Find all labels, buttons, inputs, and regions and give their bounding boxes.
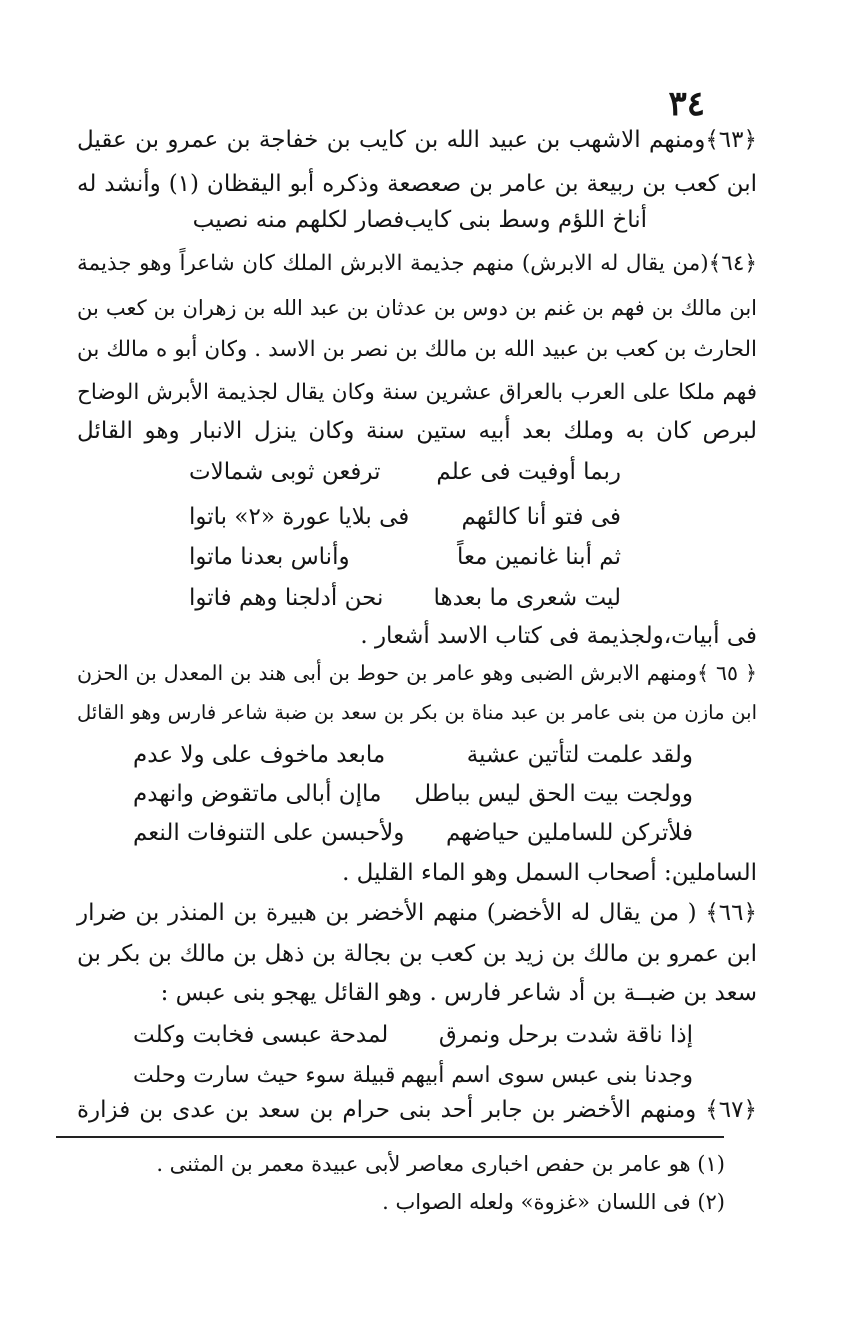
verse-line [133,813,693,853]
verse-first-hemistich: فى فتو أنا كالئهم [461,504,621,530]
verse-line [189,497,621,537]
verse-first-hemistich: أناخ اللؤم وسط بنى كايب [404,207,647,233]
text-line: ﴿٦٦﴾ ( من يقال له الأخضر) منهم الأخضر بن هبيرة بن المنذر بن ضرار [77,900,757,926]
text-line: ﴿٦٧﴾ ومنهم الأخضر بن جابر أحد بنى حرام بن سعد بن عدى بن فزارة [77,1097,757,1123]
verse-first-hemistich: ولقد علمت لتأتين عشية [466,742,693,768]
text-line: فهم ملكا على العرب بالعراق عشرين سنة وكان يقال لجذيمة الأبرش الوضاح [77,380,757,405]
text-line: ابن مازن من بنى عامر بن عبد مناة بن بكر بن سعد بن ضبة شاعر فارس وهو القائل [77,701,757,724]
verse-first-hemistich: وجدنا بنى عبس سوى اسم أبيهم [400,1063,693,1088]
text-line: الساملين: أصحاب السمل وهو الماء القليل . [342,860,757,886]
verse-first-hemistich: ربما أوفيت فى علم [436,459,621,485]
text-line: لبرص كان به وملك بعد أبيه ستين سنة وكان ينزل الانبار وهو القائل [77,418,757,444]
verse-first-hemistich: ليت شعرى ما بعدها [433,585,621,611]
footnote: (٢) فى اللسان «غزوة» ولعله الصواب . [382,1190,725,1214]
text-line: الحارث بن كعب بن عبيد الله بن مالك بن نصر بن الاسد . وكان أبو ه مالك بن [77,337,757,362]
verse-second-hemistich: لمدحة عبسى فخابت وكلت [133,1022,389,1048]
verse-line [189,578,621,618]
verse-second-hemistich: ماإن أبالى ماتقوض وانهدم [133,781,382,807]
verse-second-hemistich: ولأحبسن على التنوفات النعم [133,820,405,846]
page-number: ٣٤ [668,84,705,124]
verse-line [189,452,621,492]
text-line: سعد بن ضبــة بن أد شاعر فارس . وهو القائل يهجو بنى عبس : [160,980,757,1006]
verse-second-hemistich: نحن أدلجنا وهم فاتوا [189,585,384,611]
verse-second-hemistich: وأناس بعدنا ماتوا [189,544,350,570]
text-line: ﴿٦٤﴾(من يقال له الابرش) منهم جذيمة الابرش الملك كان شاعراً وهو جذيمة [77,251,757,276]
verse-second-hemistich: قبيلة سوء حيث سارت وحلت [133,1063,396,1088]
text-line: ﴿٦٣﴾ومنهم الاشهب بن عبيد الله بن كايب بن خفاجة بن عمرو بن عقيل [77,127,757,153]
verse-second-hemistich: فصار لكلهم منه نصيب [192,207,405,233]
verse-first-hemistich: فلأتركن للساملين حياضهم [445,820,693,846]
verse-first-hemistich: إذا ناقة شدت برحل ونمرق [438,1022,693,1048]
footnote: (١) هو عامر بن حفص اخبارى معاصر لأبى عبيدة معمر بن المثنى . [156,1152,725,1176]
verse-first-hemistich: ثم أبنا غانمين معاً [457,544,621,570]
text-line: ﴿ ٦٥ ﴾ومنهم الابرش الضبى وهو عامر بن حوط بن أبى هند بن المعدل بن الحزن [77,661,757,685]
verse-second-hemistich: ترفعن ثوبى شمالات [189,459,381,485]
text-line: فى أبيات،ولجذيمة فى كتاب الاسد أشعار . [360,623,757,649]
verse-line [189,537,621,577]
text-line: ابن كعب بن ربيعة بن عامر بن صعصعة وذكره أبو اليقظان (١) وأنشد له [77,171,757,197]
footnote-divider [56,1136,724,1138]
verse-first-hemistich: وولجت بيت الحق ليس بباطل [414,781,693,807]
verse-line [133,774,693,814]
verse-line [133,735,693,775]
verse-line [133,1015,693,1055]
text-line: ابن مالك بن فهم بن غنم بن دوس بن عدثان بن عبد الله بن زهران بن كعب بن [77,296,757,320]
verse-second-hemistich: فى بلايا عورة «٢» باتوا [189,504,410,530]
verse-line [193,200,647,240]
text-line: ابن عمرو بن مالك بن زيد بن كعب بن بجالة بن ذهل بن مالك بن بكر بن [77,941,757,967]
verse-second-hemistich: مابعد ماخوف على ولا عدم [133,742,386,768]
